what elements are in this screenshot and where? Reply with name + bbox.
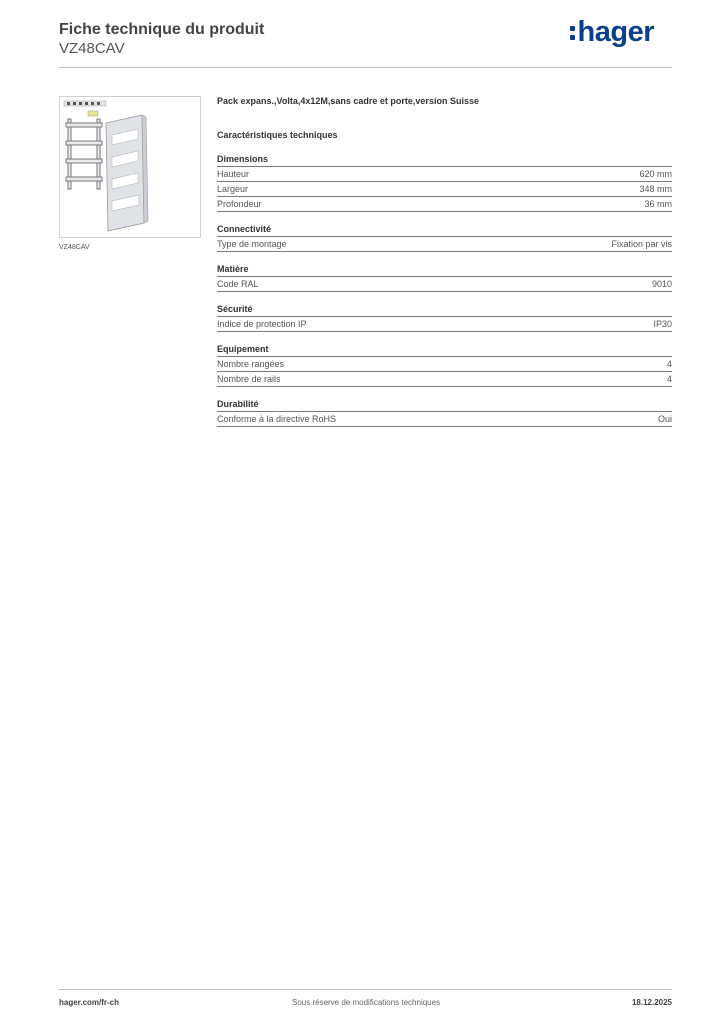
spec-value: 36 mm [644,199,672,209]
spec-value: Fixation par vis [611,239,672,249]
spec-row [217,357,672,372]
spec-label: Profondeur [217,199,262,209]
spec-label: Nombre de rails [217,374,281,384]
spec-label: Code RAL [217,279,259,289]
spec-label: Type de montage [217,239,287,249]
section-equipement [217,343,672,387]
section-title: Matière [217,263,672,277]
spec-value: 4 [666,374,672,384]
spec-content [217,95,672,438]
section-matiere [217,263,672,292]
spec-label: Hauteur [217,169,250,179]
section-title: Connectivité [217,223,672,237]
section-durabilite [217,398,672,427]
spec-value: Oui [657,414,672,424]
product-image [59,96,201,238]
spec-label: Nombre rangées [217,359,285,369]
footer-date: 18.12.2025 [631,998,672,1007]
section-title: Dimensions [217,153,672,167]
spec-row [217,317,672,332]
spec-label: Largeur [217,184,249,194]
spec-row [217,197,672,212]
product-name: Pack expans.,Volta,4x12M,sans cadre et porte,version Suisse [217,96,479,106]
spec-row [217,277,672,292]
logo-text: hager [577,16,654,48]
spec-row [217,372,672,387]
specs-heading: Caractéristiques techniques [217,130,338,140]
section-title: Equipement [217,343,672,357]
spec-label: Indice de protection IP [217,319,307,329]
hager-logo [570,15,654,49]
section-connectivite [217,223,672,252]
logo-dots-icon [570,22,576,42]
spec-value: 4 [666,359,672,369]
header-divider [59,67,672,68]
footer-divider [59,989,672,990]
spec-row [217,237,672,252]
footer-website-link[interactable]: hager.com/fr-ch [59,998,120,1007]
spec-value: 620 mm [639,169,672,179]
image-caption: VZ48CAV [59,244,90,251]
product-reference: VZ48CAV [59,40,125,57]
spec-value: IP30 [653,319,672,329]
spec-row [217,182,672,197]
section-title: Sécurité [217,303,672,317]
spec-value: 9010 [651,279,672,289]
product-illustration-icon [60,97,200,237]
page-title: Fiche technique du produit [59,21,265,38]
spec-label: Conforme à la directive RoHS [217,414,337,424]
spec-row [217,167,672,182]
section-securite [217,303,672,332]
section-title: Durabilité [217,398,672,412]
section-dimensions [217,153,672,212]
footer-notice: Sous réserve de modifications techniques [292,998,441,1007]
page-header [59,20,264,58]
spec-value: 348 mm [639,184,672,194]
spec-row [217,412,672,427]
